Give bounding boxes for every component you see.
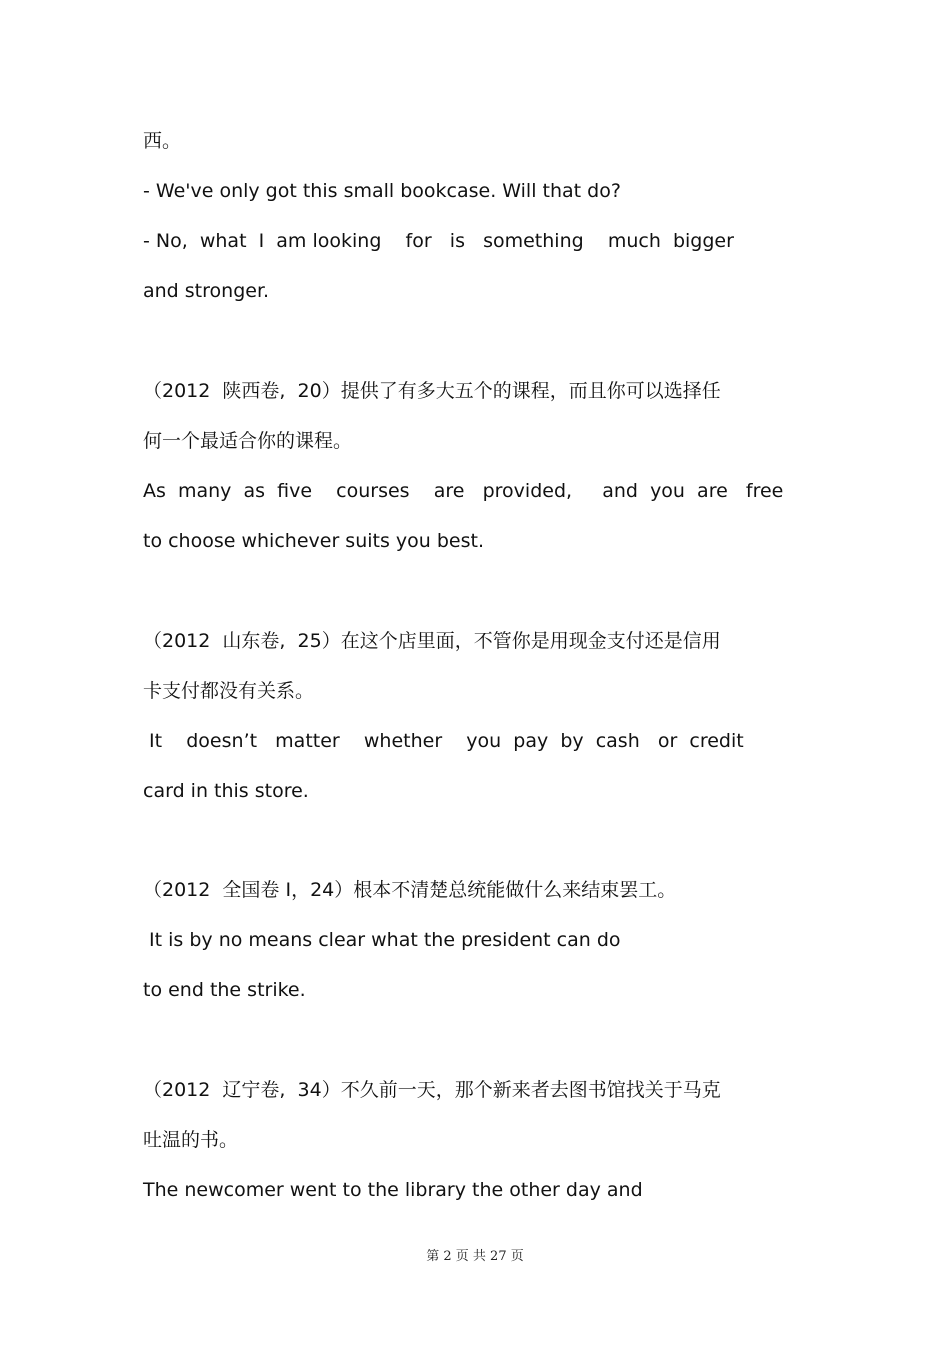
- english-text-line: It is by no means clear what the president can do: [143, 929, 621, 951]
- chinese-text-line: 何一个最适合你的课程。: [143, 430, 353, 452]
- page-footer: 第 2 页 共 27 页: [426, 1249, 524, 1264]
- english-text-line: - No, what I am looking for is something much bigger: [143, 230, 734, 252]
- english-text-line: to end the strike.: [143, 979, 306, 1001]
- question-heading: （2012 全国卷 I，24）根本不清楚总统能做什么来结束罢工。: [143, 879, 677, 901]
- english-text-line: to choose whichever suits you best.: [143, 530, 484, 552]
- chinese-text-line: 西。: [143, 130, 182, 152]
- english-text-line: - We've only got this small bookcase. Will that do?: [143, 180, 621, 202]
- english-text-line: and stronger.: [143, 280, 270, 302]
- question-heading: （2012 陕西卷, 20）提供了有多大五个的课程，而且你可以选择任: [143, 380, 721, 402]
- english-text-line: It doesn’t matter whether you pay by cash or credit: [143, 730, 744, 752]
- question-heading: （2012 山东卷, 25）在这个店里面，不管你是用现金支付还是信用: [143, 630, 721, 652]
- english-text-line: As many as five courses are provided, and you are free: [143, 480, 784, 502]
- chinese-text-line: 卡支付都没有关系。: [143, 680, 315, 702]
- chinese-text-line: 吐温的书。: [143, 1129, 239, 1151]
- question-heading: （2012 辽宁卷, 34）不久前一天，那个新来者去图书馆找关于马克: [143, 1079, 721, 1101]
- english-text-line: The newcomer went to the library the other day and: [143, 1179, 643, 1201]
- english-text-line: card in this store.: [143, 780, 309, 802]
